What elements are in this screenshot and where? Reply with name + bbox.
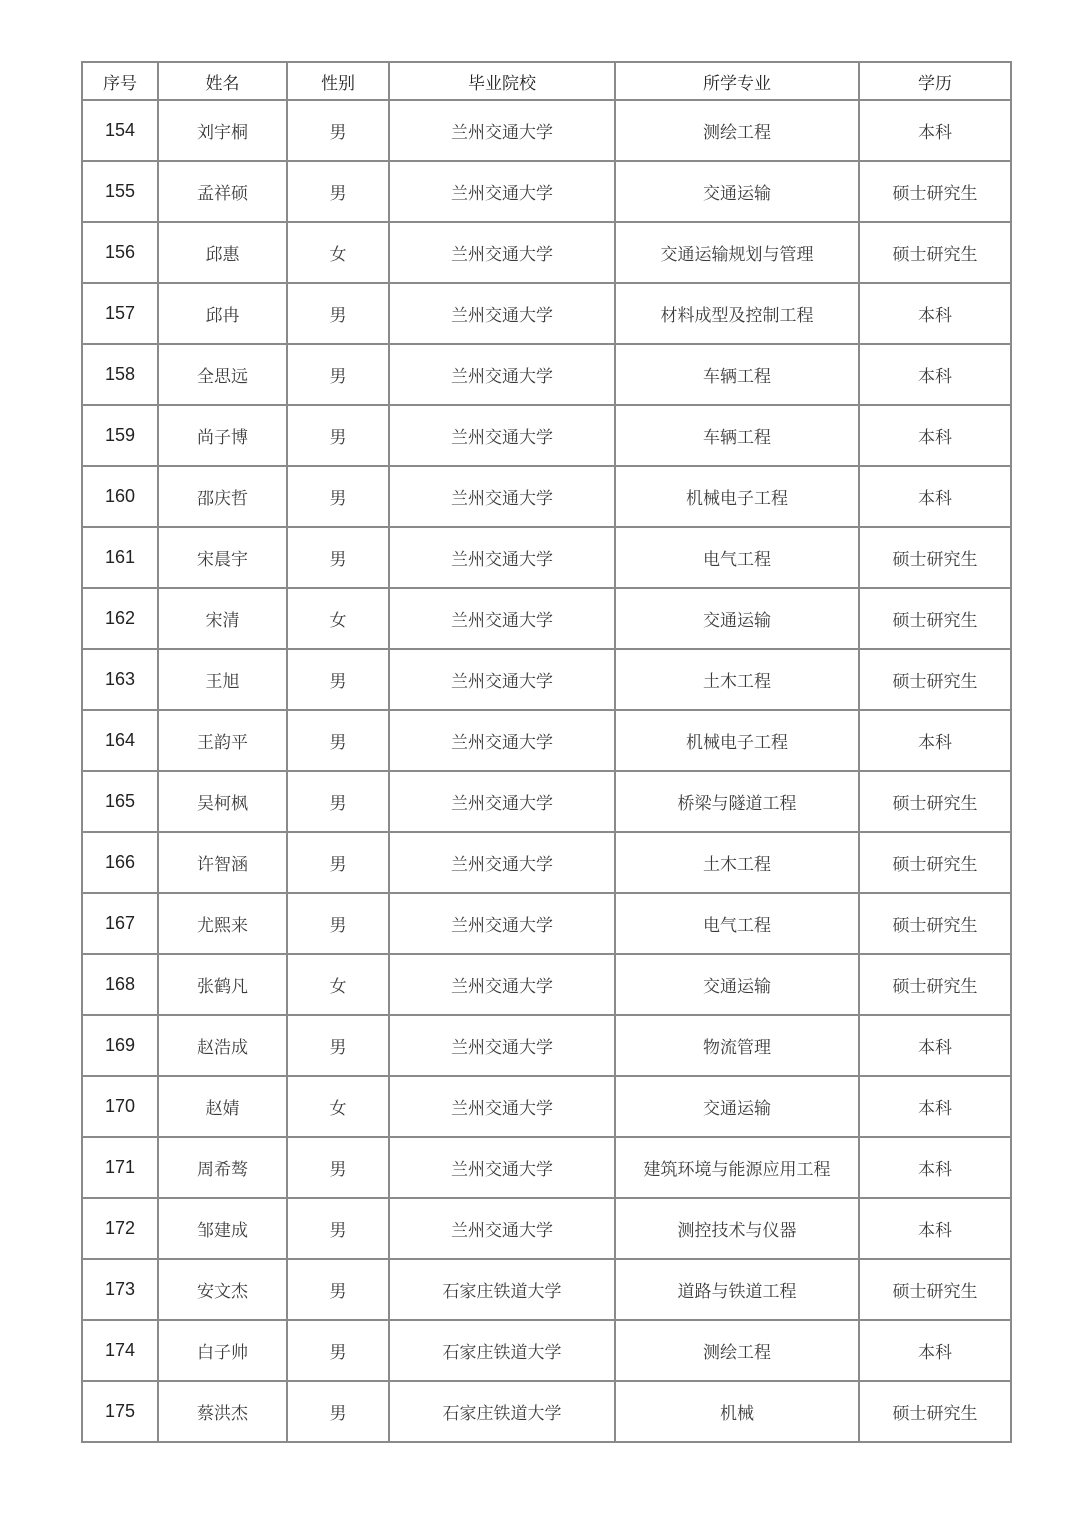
cell-serial: 174 xyxy=(82,1320,158,1381)
cell-degree: 硕士研究生 xyxy=(859,649,1011,710)
cell-degree: 硕士研究生 xyxy=(859,588,1011,649)
cell-gender: 男 xyxy=(287,649,389,710)
cell-gender: 男 xyxy=(287,405,389,466)
cell-name: 蔡洪杰 xyxy=(158,1381,287,1442)
table-header xyxy=(82,62,1011,100)
cell-major: 物流管理 xyxy=(615,1015,859,1076)
cell-name: 张鹤凡 xyxy=(158,954,287,1015)
header-row xyxy=(82,62,1011,100)
cell-gender: 女 xyxy=(287,588,389,649)
cell-name: 邹建成 xyxy=(158,1198,287,1259)
cell-major: 电气工程 xyxy=(615,527,859,588)
cell-degree: 硕士研究生 xyxy=(859,222,1011,283)
cell-name: 吴柯枫 xyxy=(158,771,287,832)
cell-degree: 本科 xyxy=(859,100,1011,161)
cell-gender: 男 xyxy=(287,771,389,832)
cell-school: 石家庄铁道大学 xyxy=(389,1381,615,1442)
table-row xyxy=(82,771,1011,832)
cell-serial: 157 xyxy=(82,283,158,344)
cell-school: 兰州交通大学 xyxy=(389,1137,615,1198)
cell-gender: 男 xyxy=(287,1198,389,1259)
cell-school: 兰州交通大学 xyxy=(389,893,615,954)
table-body xyxy=(82,100,1011,1442)
table-row xyxy=(82,100,1011,161)
cell-gender: 男 xyxy=(287,161,389,222)
cell-major: 车辆工程 xyxy=(615,344,859,405)
cell-degree: 本科 xyxy=(859,1320,1011,1381)
cell-serial: 163 xyxy=(82,649,158,710)
cell-name: 孟祥硕 xyxy=(158,161,287,222)
table-row xyxy=(82,1015,1011,1076)
cell-degree: 硕士研究生 xyxy=(859,893,1011,954)
cell-gender: 男 xyxy=(287,1015,389,1076)
cell-major: 土木工程 xyxy=(615,649,859,710)
cell-degree: 本科 xyxy=(859,344,1011,405)
cell-gender: 男 xyxy=(287,710,389,771)
cell-school: 兰州交通大学 xyxy=(389,832,615,893)
cell-school: 石家庄铁道大学 xyxy=(389,1320,615,1381)
cell-serial: 171 xyxy=(82,1137,158,1198)
cell-degree: 硕士研究生 xyxy=(859,832,1011,893)
cell-serial: 158 xyxy=(82,344,158,405)
cell-serial: 167 xyxy=(82,893,158,954)
cell-major: 车辆工程 xyxy=(615,405,859,466)
cell-name: 邵庆哲 xyxy=(158,466,287,527)
cell-major: 机械 xyxy=(615,1381,859,1442)
cell-school: 石家庄铁道大学 xyxy=(389,1259,615,1320)
header-school: 毕业院校 xyxy=(389,62,615,100)
header-name: 姓名 xyxy=(158,62,287,100)
cell-name: 邱惠 xyxy=(158,222,287,283)
cell-degree: 硕士研究生 xyxy=(859,1381,1011,1442)
cell-gender: 男 xyxy=(287,100,389,161)
cell-major: 交通运输 xyxy=(615,161,859,222)
table-row xyxy=(82,344,1011,405)
cell-gender: 女 xyxy=(287,954,389,1015)
table-row xyxy=(82,588,1011,649)
cell-serial: 164 xyxy=(82,710,158,771)
table-row xyxy=(82,649,1011,710)
table-row xyxy=(82,405,1011,466)
cell-degree: 硕士研究生 xyxy=(859,771,1011,832)
cell-name: 白子帅 xyxy=(158,1320,287,1381)
table-row xyxy=(82,1320,1011,1381)
cell-gender: 男 xyxy=(287,344,389,405)
cell-name: 赵婧 xyxy=(158,1076,287,1137)
cell-major: 测绘工程 xyxy=(615,1320,859,1381)
cell-name: 周希骜 xyxy=(158,1137,287,1198)
table-row xyxy=(82,893,1011,954)
cell-school: 兰州交通大学 xyxy=(389,1076,615,1137)
cell-major: 土木工程 xyxy=(615,832,859,893)
cell-major: 机械电子工程 xyxy=(615,710,859,771)
cell-degree: 本科 xyxy=(859,1137,1011,1198)
cell-degree: 本科 xyxy=(859,1076,1011,1137)
cell-school: 兰州交通大学 xyxy=(389,466,615,527)
cell-serial: 166 xyxy=(82,832,158,893)
cell-gender: 男 xyxy=(287,527,389,588)
cell-degree: 本科 xyxy=(859,710,1011,771)
table-row xyxy=(82,222,1011,283)
cell-name: 刘宇桐 xyxy=(158,100,287,161)
cell-major: 交通运输规划与管理 xyxy=(615,222,859,283)
roster-table xyxy=(81,61,1012,1443)
cell-school: 兰州交通大学 xyxy=(389,527,615,588)
cell-major: 道路与铁道工程 xyxy=(615,1259,859,1320)
roster-table-container xyxy=(81,61,1010,1443)
cell-school: 兰州交通大学 xyxy=(389,1198,615,1259)
cell-major: 建筑环境与能源应用工程 xyxy=(615,1137,859,1198)
cell-serial: 162 xyxy=(82,588,158,649)
cell-gender: 女 xyxy=(287,1076,389,1137)
cell-serial: 165 xyxy=(82,771,158,832)
table-row xyxy=(82,710,1011,771)
cell-serial: 168 xyxy=(82,954,158,1015)
cell-school: 兰州交通大学 xyxy=(389,161,615,222)
cell-serial: 169 xyxy=(82,1015,158,1076)
cell-gender: 男 xyxy=(287,832,389,893)
cell-degree: 本科 xyxy=(859,1015,1011,1076)
cell-degree: 本科 xyxy=(859,283,1011,344)
cell-gender: 男 xyxy=(287,1381,389,1442)
cell-name: 许智涵 xyxy=(158,832,287,893)
cell-degree: 硕士研究生 xyxy=(859,954,1011,1015)
cell-school: 兰州交通大学 xyxy=(389,344,615,405)
cell-name: 尤熙来 xyxy=(158,893,287,954)
cell-name: 宋清 xyxy=(158,588,287,649)
cell-name: 邱冉 xyxy=(158,283,287,344)
cell-degree: 本科 xyxy=(859,1198,1011,1259)
cell-name: 宋晨宇 xyxy=(158,527,287,588)
cell-name: 尚子博 xyxy=(158,405,287,466)
cell-school: 兰州交通大学 xyxy=(389,588,615,649)
cell-major: 桥梁与隧道工程 xyxy=(615,771,859,832)
cell-gender: 男 xyxy=(287,283,389,344)
cell-gender: 男 xyxy=(287,1259,389,1320)
cell-major: 测绘工程 xyxy=(615,100,859,161)
cell-major: 测控技术与仪器 xyxy=(615,1198,859,1259)
cell-gender: 男 xyxy=(287,893,389,954)
cell-school: 兰州交通大学 xyxy=(389,771,615,832)
cell-major: 机械电子工程 xyxy=(615,466,859,527)
cell-major: 电气工程 xyxy=(615,893,859,954)
table-row xyxy=(82,283,1011,344)
cell-gender: 女 xyxy=(287,222,389,283)
cell-gender: 男 xyxy=(287,466,389,527)
table-row xyxy=(82,1198,1011,1259)
cell-serial: 160 xyxy=(82,466,158,527)
cell-major: 交通运输 xyxy=(615,954,859,1015)
cell-degree: 本科 xyxy=(859,405,1011,466)
cell-serial: 173 xyxy=(82,1259,158,1320)
cell-name: 王旭 xyxy=(158,649,287,710)
table-row xyxy=(82,832,1011,893)
cell-gender: 男 xyxy=(287,1320,389,1381)
cell-school: 兰州交通大学 xyxy=(389,1015,615,1076)
cell-serial: 172 xyxy=(82,1198,158,1259)
cell-degree: 硕士研究生 xyxy=(859,161,1011,222)
cell-serial: 161 xyxy=(82,527,158,588)
cell-name: 赵浩成 xyxy=(158,1015,287,1076)
header-gender: 性别 xyxy=(287,62,389,100)
cell-name: 王韵平 xyxy=(158,710,287,771)
cell-name: 安文杰 xyxy=(158,1259,287,1320)
cell-serial: 155 xyxy=(82,161,158,222)
cell-gender: 男 xyxy=(287,1137,389,1198)
table-row xyxy=(82,161,1011,222)
cell-school: 兰州交通大学 xyxy=(389,283,615,344)
cell-school: 兰州交通大学 xyxy=(389,100,615,161)
cell-school: 兰州交通大学 xyxy=(389,222,615,283)
cell-major: 交通运输 xyxy=(615,588,859,649)
cell-degree: 本科 xyxy=(859,466,1011,527)
table-row xyxy=(82,527,1011,588)
cell-serial: 154 xyxy=(82,100,158,161)
header-serial: 序号 xyxy=(82,62,158,100)
cell-serial: 156 xyxy=(82,222,158,283)
cell-serial: 170 xyxy=(82,1076,158,1137)
cell-major: 材料成型及控制工程 xyxy=(615,283,859,344)
cell-name: 全思远 xyxy=(158,344,287,405)
cell-school: 兰州交通大学 xyxy=(389,405,615,466)
cell-school: 兰州交通大学 xyxy=(389,954,615,1015)
cell-major: 交通运输 xyxy=(615,1076,859,1137)
cell-school: 兰州交通大学 xyxy=(389,710,615,771)
cell-school: 兰州交通大学 xyxy=(389,649,615,710)
cell-degree: 硕士研究生 xyxy=(859,527,1011,588)
table-row xyxy=(82,1137,1011,1198)
table-row xyxy=(82,954,1011,1015)
cell-serial: 159 xyxy=(82,405,158,466)
cell-degree: 硕士研究生 xyxy=(859,1259,1011,1320)
header-degree: 学历 xyxy=(859,62,1011,100)
table-row xyxy=(82,1076,1011,1137)
table-row xyxy=(82,466,1011,527)
cell-serial: 175 xyxy=(82,1381,158,1442)
table-row xyxy=(82,1259,1011,1320)
header-major: 所学专业 xyxy=(615,62,859,100)
table-row xyxy=(82,1381,1011,1442)
